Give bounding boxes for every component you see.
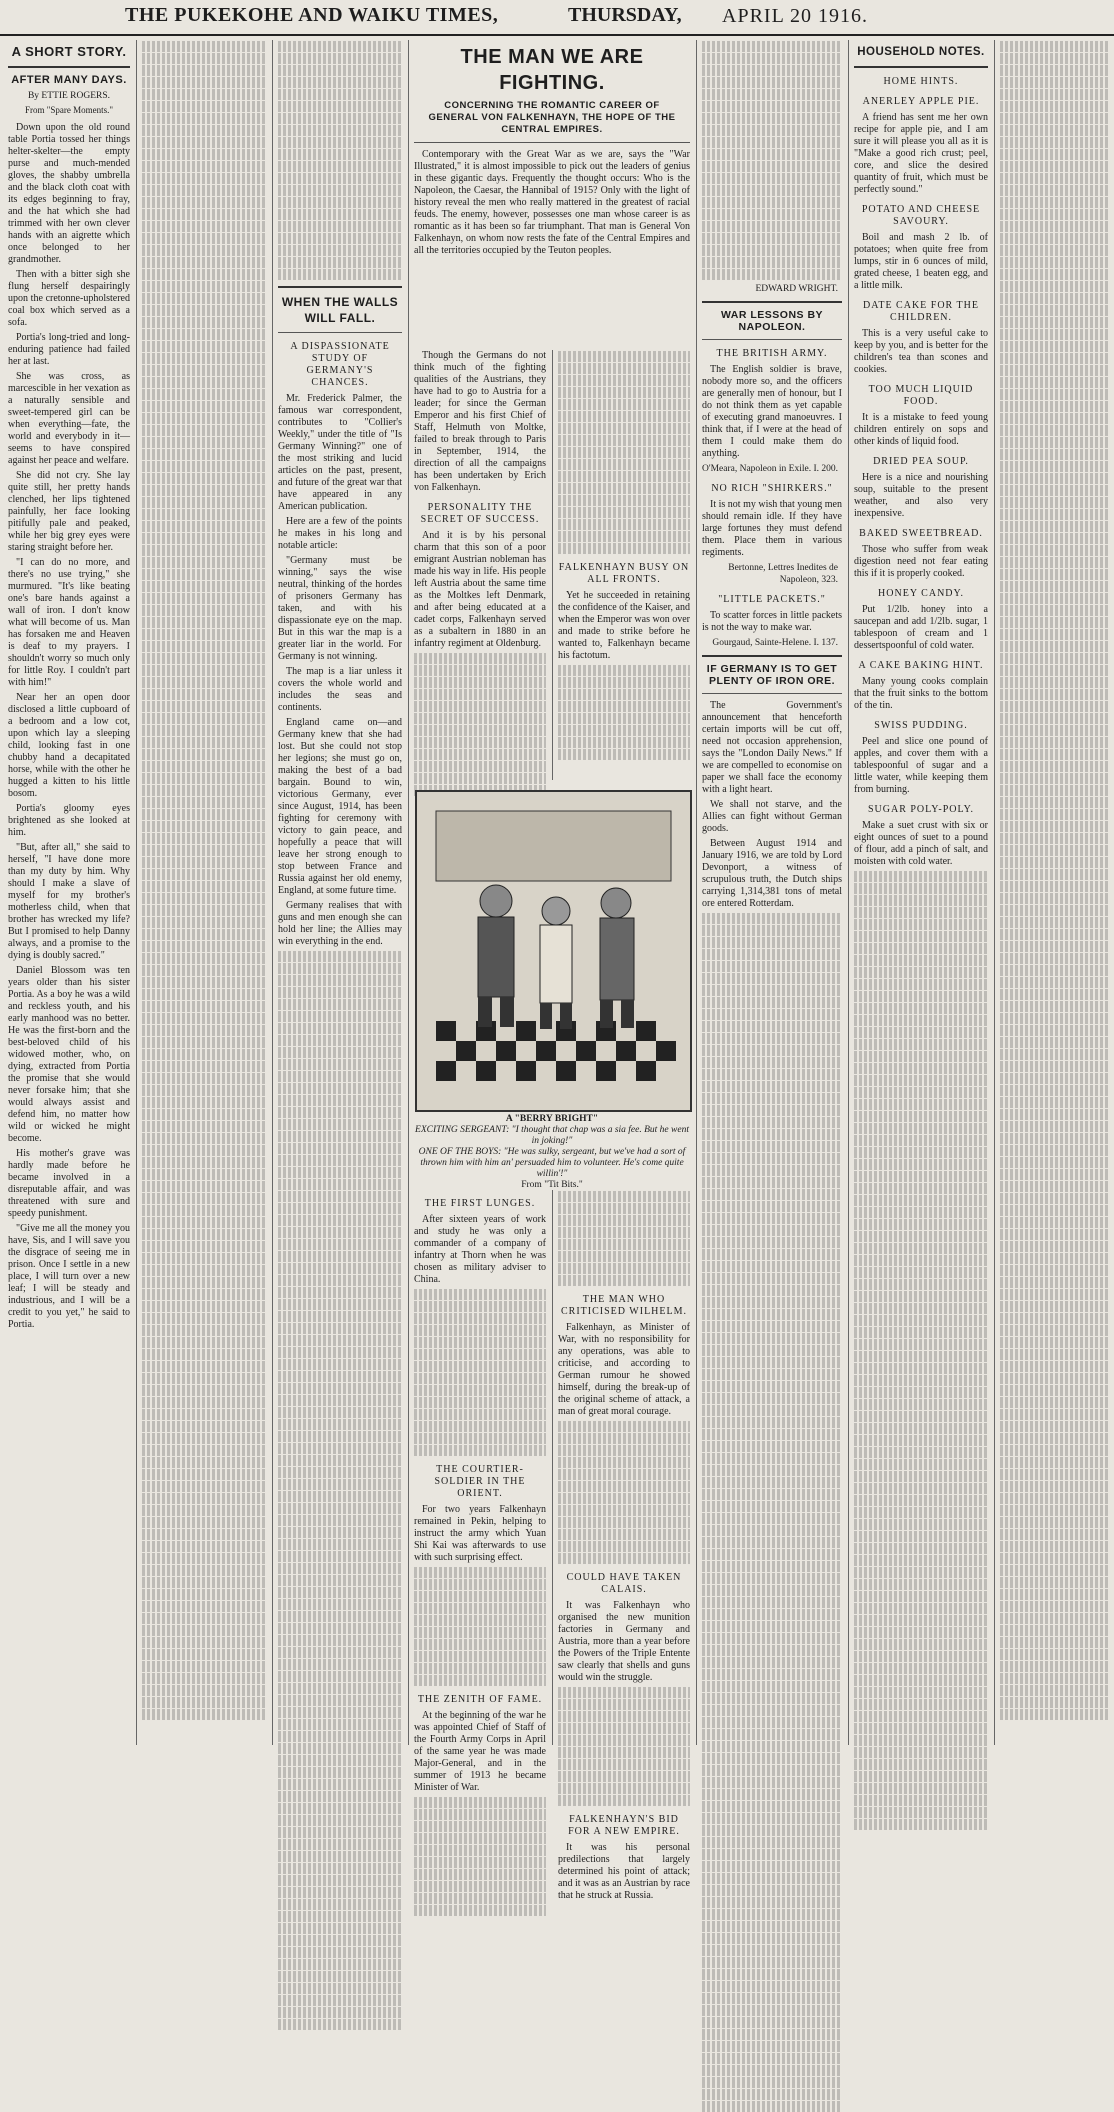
divider <box>702 301 842 303</box>
story-headline: AFTER MANY DAYS. <box>11 74 127 86</box>
story-paragraph: She was cross, as marcescible in her vexation as a naturally sensible and sweet-tempered girl can be when everything—fate, the world and everybody in it—seems to have conspired against her peace and welfare. <box>8 371 130 466</box>
recipe-text: This is a very useful cake to keep by you, and is better for the children's tea than scones and cookies. <box>854 328 988 375</box>
napoleon-source: Gourgaud, Sainte-Helene. I. 137. <box>712 638 838 648</box>
cartoon-illustration <box>415 790 692 1112</box>
section-personality: PERSONALITY THE SECRET OF SUCCESS. <box>420 502 540 525</box>
recipe-title: HONEY CANDY. <box>878 588 964 599</box>
feature-paragraph: It was his personal predilections that largely determined his point of attack; and it was as an Austrian by race that he struck at Russia. <box>558 1842 690 1901</box>
napoleon-source: O'Meara, Napoleon in Exile. I. 200. <box>702 464 838 474</box>
illegible-text-block <box>278 41 402 280</box>
feature-column-right <box>558 350 690 780</box>
feature-paragraph: Yet he succeeded in retaining the confidence of the Kaiser, and when the Emperor was won over and made to strike before he wanted to, Falkenhayn became his factotum. <box>558 590 690 661</box>
divider <box>414 142 690 143</box>
walls-paragraph: Mr. Frederick Palmer, the famous war correspondent, contributes to "Collier's Weekly," under the title of "Is Germany Winning?" one of the most striking and lucid articles on the past, present, and future of the great war that have appeared in any American publication. <box>278 393 402 512</box>
feature-paragraph: Though the Germans do not think much of the fighting qualities of the Austrians, they have had to go to Austria for a leader; for since the German Emperor and his first Chief of Staff, Helmuth von Moltke, failed to break through to Paris in September, 1914, the direction of all the campaigns has been undertaken by Erich von Falkenhayn. <box>414 350 546 493</box>
household-headline: HOUSEHOLD NOTES. <box>857 46 985 58</box>
story-kicker: A SHORT STORY. <box>11 44 127 59</box>
column-story-continued <box>142 40 266 1745</box>
feature-subhead: CONCERNING THE ROMANTIC CAREER OF GENERAL VON FALKENHAYN, THE HOPE OF THE CENTRAL EMPIRES. <box>428 100 676 135</box>
cartoon-source: From "Tit Bits." <box>521 1180 583 1190</box>
napoleon-text: To scatter forces in little packets is not the way to make war. <box>702 610 842 633</box>
napoleon-subhead: NO RICH "SHIRKERS." <box>711 483 833 494</box>
recipe-text: A friend has sent me her own recipe for apple pie, and I am sure it will please you all as it is "Make a good rich crust; peel, core, and slice the desired quantity of fruit, which must be perfectly sound." <box>854 112 988 195</box>
column-short-story <box>8 40 130 1745</box>
feature-column-right-lower <box>558 1190 690 1901</box>
column-rule <box>696 40 697 1745</box>
column-rule <box>272 40 273 1745</box>
story-paragraph: Daniel Blossom was ten years older than his sister Portia. As a boy he was a wild and reckless youth, and his early manhood was no better. He was the first-born and the best-beloved child of his widowed mother, who, on dying, extracted from Portia the promise that she would never forsake him; that she would always assist and defend him, no matter how wild or wicked he might become. <box>8 965 130 1144</box>
story-paragraph: Near her an open door disclosed a little cupboard of a bedroom and a low cot, upon which lay a sleeping child, looking fast in one chubby hand a decapitated horse, while with the other he hugged a kitten to his little bosom. <box>8 692 130 799</box>
illegible-text-block <box>142 41 266 1720</box>
story-paragraph: His mother's grave was hardly made before he became involved in a disreputable affair, and was threatened with sure and speedy punishment. <box>8 1148 130 1219</box>
walls-paragraph: England came on—and Germany knew that she had lost. But she could not stop her legions; she must go on, making the best of a bad bargain. Bound to win, victorious Germany, ever since August, 1914, has been fighting for ceremony with victory to gain peace, and hopefully a peace that will leave her strong enough to stop between France and Russia against her old enemy, England, at some future time. <box>278 717 402 896</box>
iron-paragraph: We shall not starve, and the Allies can fight without German goods. <box>702 799 842 834</box>
section-courtier: THE COURTIER-SOLDIER IN THE ORIENT. <box>434 1464 526 1499</box>
column-napoleon <box>702 40 842 1745</box>
napoleon-headline: WAR LESSONS BY NAPOLEON. <box>720 309 824 333</box>
illegible-text-block <box>558 665 690 760</box>
feature-paragraph: After sixteen years of work and study he was only a commander of a company of infantry at Thorn when he was chosen as military adviser to China. <box>414 1214 546 1285</box>
iron-paragraph: Between August 1914 and January 1916, we are told by Lord Devonport, a witness of scrupulous truth, the Dutch ships carrying 1,314,381 tons of metal ore entered Rotterdam. <box>702 838 842 909</box>
story-paragraph: Portia's long-tried and long-enduring patience had failed her at last. <box>8 332 130 367</box>
illegible-text-block <box>558 1687 690 1806</box>
illegible-text-block <box>702 41 842 280</box>
divider <box>8 66 130 68</box>
recipe-text: Boil and mash 2 lb. of potatoes; when quite free from lumps, stir in 6 ounces of mild, grated cheese, 1 beaten egg, and a little milk. <box>854 232 988 291</box>
illegible-text-block <box>414 653 546 796</box>
masthead <box>0 0 1114 36</box>
illegible-text-block <box>278 951 402 2030</box>
section-lunges: THE FIRST LUNGES. <box>424 1198 536 1209</box>
illegible-text-block <box>414 1289 546 1456</box>
recipe-text: Make a suet crust with six or eight ounces of suet to a pound of flour, add a pinch of salt, and moisten with cold water. <box>854 820 988 867</box>
section-wilhelm: THE MAN WHO CRITICISED WILHELM. <box>560 1294 688 1317</box>
feature-headline: THE MAN WE ARE FIGHTING. <box>460 46 644 94</box>
napoleon-subhead: THE BRITISH ARMY. <box>716 348 828 359</box>
column-rule <box>408 40 409 1745</box>
story-byline: By ETTIE ROGERS. <box>27 91 111 101</box>
section-calais: COULD HAVE TAKEN CALAIS. <box>566 1572 682 1595</box>
story-paragraph: She did not cry. She lay quite still, her pretty hands clenched, her lips tightened painfully, her face looking pitifully pale and peaked, while her big grey eyes were staring straight before her. <box>8 470 130 553</box>
iron-paragraph: The Government's announcement that henceforth certain imports will be cut off, need not occasion apprehension, says the "London Daily News." If we are compelled to economise on paper we shall face the economy with a light heart. <box>702 700 842 795</box>
recipe-text: Those who suffer from weak digestion need not fear eating this if it is properly cooked. <box>854 544 988 579</box>
column-rule <box>994 40 995 1745</box>
walls-paragraph: The map is a liar unless it covers the whole world and includes the seas and continents. <box>278 666 402 713</box>
recipe-title: DATE CAKE FOR THE CHILDREN. <box>863 300 979 323</box>
cartoon-drawing <box>416 791 691 1111</box>
story-paragraph: "Give me all the money you have, Sis, and I will save you the disgrace of seeing me in prison. Once I settle in a new place, I will turn over a new leaf; I will be steady and industrious, and I will be a credit to you yet," he said to Portia. <box>8 1223 130 1330</box>
story-paragraph: "I can do no more, and there's no use trying," she murmured. "It's like beating one's bare hands against a wall of iron. I don't know what will become of us. Man has forsaken me and Heaven is deaf to my prayers. I shouldn't worry so much only for little Roy. I couldn't part with him!" <box>8 557 130 688</box>
column-household <box>854 40 988 1745</box>
divider <box>278 332 402 333</box>
column-rule <box>848 40 849 1745</box>
illegible-text-block <box>558 1191 690 1286</box>
recipe-text: Here is a nice and nourishing soup, suitable to the present weather, and also very inexpensive. <box>854 472 988 519</box>
recipe-text: It is a mistake to feed young children entirely on sops and other kinds of liquid food. <box>854 412 988 447</box>
recipe-title: BAKED SWEETBREAD. <box>859 528 983 539</box>
story-paragraph: Down upon the old round table Portia tossed her things helter-skelter—the empty purse and much-mended gloves, the shabby umbrella and the black cloth coat with its edges beginning to fray, and the hat which she had trimmed with her own clever hands with an aigrette which once belonged to her grandmother. <box>8 122 130 265</box>
column-edge <box>1000 40 1108 1745</box>
illegible-text-block <box>702 913 842 2112</box>
divider <box>854 66 988 68</box>
divider <box>702 655 842 657</box>
cartoon-caption-block <box>414 1114 690 1190</box>
napoleon-text: The English soldier is brave, nobody more so, and the officers are generally men of honour, but I do not think them as yet capable of executing grand manoeuvres. I think that, if I were at the head of them I could make them do anything. <box>702 364 842 459</box>
divider <box>702 339 842 340</box>
story-paragraph: "But, after all," she said to herself, "I have done more than my duty by him. Why should I make a slave of myself for my brother's motherless child, when that brother has wrecked my life? But I promised to help Danny always, and a promise to the dying is doubly sacred." <box>8 842 130 961</box>
recipe-title: TOO MUCH LIQUID FOOD. <box>868 384 974 407</box>
recipe-title: DRIED PEA SOUP. <box>873 456 969 467</box>
feature-paragraph: For two years Falkenhayn remained in Pekin, helping to instruct the army which Yuan Shi Kai was afterwards to use with such surprising effect. <box>414 1504 546 1563</box>
feature-column-left <box>414 350 546 780</box>
walls-paragraph: Germany realises that with guns and men enough she can hold her line; the Allies may win everything in the end. <box>278 900 402 947</box>
household-subhead: HOME HINTS. <box>883 76 959 87</box>
column-rule <box>552 350 553 780</box>
illegible-text-block <box>854 871 988 1830</box>
issue-date: APRIL 20 1916. <box>722 5 869 27</box>
divider <box>278 286 402 288</box>
recipe-text: Peel and slice one pound of apples, and cover them with a tablespoonful of sugar and a little water, while keeping them from burning. <box>854 736 988 795</box>
walls-paragraph: Here are a few of the points he makes in his long and notable article: <box>278 516 402 551</box>
feature-paragraph: And it is by his personal charm that this son of a poor emigrant Austrian nobleman has made his way in life. His people left Austria about the same time as the Moltkes left Denmark, and after being educated at a cadet corps, Falkenhayn served as a subaltern in 1880 in an infantry regiment at Oldenburg. <box>414 530 546 649</box>
feature-paragraph: It was Falkenhayn who organised the new munition factories in Germany and Austria, more than a year before the Powers of the Triple Entente saw clearly that shells and guns would win the struggle. <box>558 1600 690 1683</box>
feature-paragraph: At the beginning of the war he was appointed Chief of Staff of the Fourth Army Corps in April of the same year he was made Major-General, and in the summer of 1913 he became Minister of War. <box>414 1710 546 1793</box>
recipe-text: Put 1/2lb. honey into a saucepan and add 1/2lb. sugar, 1 tablespoon of cream and 1 dessertspoonful of cold water. <box>854 604 988 651</box>
cartoon-caption: EXCITING SERGEANT: "I thought that chap was a sia fee. But he went in joking!" <box>415 1125 689 1146</box>
section-busy: FALKENHAYN BUSY ON ALL FRONTS. <box>558 562 690 585</box>
story-paragraph: Then with a bitter sigh she flung herself despairingly upon the cretonne-upholstered coal box which served as a sofa. <box>8 269 130 328</box>
walls-headline: WHEN THE WALLS WILL FALL. <box>281 295 399 325</box>
section-bid: FALKENHAYN'S BID FOR A NEW EMPIRE. <box>568 1814 680 1837</box>
recipe-title: SUGAR POLY-POLY. <box>867 804 975 815</box>
column-walls <box>278 40 402 1745</box>
cartoon-caption: ONE OF THE BOYS: "He was sulky, sergeant, but we've had a sort of thrown him with him an' persuaded him to volunteer. He's come quite willin'!" <box>418 1147 686 1179</box>
iron-headline: IF GERMANY IS TO GET PLENTY OF IRON ORE. <box>706 663 838 687</box>
section-zenith: THE ZENITH OF FAME. <box>417 1694 543 1705</box>
recipe-title: SWISS PUDDING. <box>874 720 968 731</box>
illegible-text-block <box>558 351 690 554</box>
napoleon-text: It is not my wish that young men should remain idle. If they have large fortunes they must defend them. Place them in various regiments. <box>702 499 842 558</box>
paper-title: THE PUKEKOHE AND WAIKU TIMES, <box>125 4 499 26</box>
story-source: From "Spare Moments." <box>24 105 114 115</box>
napoleon-subhead: "LITTLE PACKETS." <box>718 594 826 605</box>
story-paragraph: Portia's gloomy eyes brightened as she looked at him. <box>8 803 130 838</box>
feature-paragraph: Falkenhayn, as Minister of War, with no responsibility for any operations, was able to criticise, and according to German rumour he showed himself, during the break-up of the original scheme of attack, a man of great moral courage. <box>558 1322 690 1417</box>
illegible-text-block <box>558 1421 690 1564</box>
feature-signature: EDWARD WRIGHT. <box>755 284 838 294</box>
recipe-text: Many young cooks complain that the fruit sinks to the bottom of the tin. <box>854 676 988 711</box>
walls-paragraph: "Germany must be winning," says the wise neutral, thinking of the hordes of prisoners Germany has taken, and with his dispassionate eye on the map. But in this war the map is a greater liar in the world. For Germany is not winning. <box>278 555 402 662</box>
napoleon-source: Bertonne, Lettres Inedites de Napoleon, 323. <box>728 563 838 585</box>
feature-lead-paragraph: Contemporary with the Great War as we are, says the "War Illustrated," it is almost impossible to pick out the leaders of genius in these gigantic days. Frequently the thought occurs: Who is the Napoleon, the Caesar, the Hannibal of 1915? Only with the light of history reveal the men who really mattered in the greatest of racial feuds. The enemy, however, possesses one man whose career is as romantic as it has been so far triumphant. That man is General Von Falkenhayn, on whom now rests the fate of the Central Empires and all the territories occupied by the Teuton peoples. <box>414 149 690 256</box>
feature-column-left-lower <box>414 1190 546 1793</box>
column-rule <box>552 1190 553 1745</box>
walls-subhead: A DISPASSIONATE STUDY OF GERMANY'S CHANCES. <box>290 341 390 388</box>
illegible-text-block <box>414 1567 546 1686</box>
issue-day: THURSDAY, <box>568 4 682 26</box>
recipe-title: ANERLEY APPLE PIE. <box>862 96 980 107</box>
illegible-text-block <box>1000 41 1108 1720</box>
recipe-title: POTATO AND CHEESE SAVOURY. <box>861 204 981 227</box>
illegible-text-block <box>414 1797 546 1916</box>
column-rule <box>136 40 137 1745</box>
cartoon-banner: A "BERRY BRIGHT" <box>505 1114 599 1124</box>
divider <box>702 693 842 694</box>
recipe-title: A CAKE BAKING HINT. <box>858 660 984 671</box>
